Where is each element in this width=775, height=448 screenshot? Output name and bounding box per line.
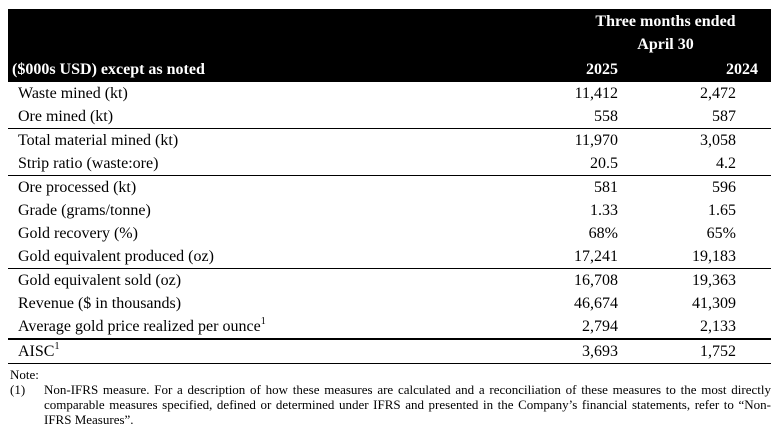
value-2024: 587 — [712, 108, 736, 125]
row-label-text: Revenue ($ in thousands) — [18, 295, 182, 312]
column-group-subtitle: April 30 — [637, 36, 694, 53]
note-title: Note: — [10, 367, 39, 382]
table-row — [8, 105, 771, 128]
value-2025: 11,412 — [574, 85, 618, 102]
value-2024: 596 — [712, 179, 736, 196]
value-2025: 1.33 — [590, 202, 618, 219]
table-row — [8, 315, 771, 338]
footnote-marker: 1 — [260, 316, 266, 327]
row-label-text: Gold equivalent sold (oz) — [18, 272, 182, 289]
value-2025: 2,794 — [582, 318, 618, 335]
value-2024: 65% — [706, 225, 736, 242]
value-2024: 41,309 — [692, 295, 736, 312]
value-2024: 4.2 — [716, 155, 736, 172]
table-row — [8, 199, 771, 222]
note-item — [8, 382, 771, 427]
row-label — [18, 245, 214, 268]
row-label — [18, 222, 138, 245]
value-2024: 3,058 — [700, 132, 736, 149]
table-row — [8, 152, 771, 175]
row-label-text: Gold recovery (%) — [18, 225, 138, 242]
row-label-text: Total material mined (kt) — [18, 132, 179, 149]
value-2024: 1,752 — [700, 343, 736, 360]
row-label-text: Waste mined (kt) — [18, 85, 128, 102]
row-label-text: Grade (grams/tonne) — [18, 202, 151, 219]
table-row — [8, 82, 771, 105]
row-label — [18, 340, 59, 363]
value-2025: 16,708 — [574, 272, 618, 289]
row-label — [18, 152, 158, 175]
value-2025: 17,241 — [574, 248, 618, 265]
row-label-text: Ore mined (kt) — [18, 108, 114, 125]
table-row — [8, 176, 771, 199]
row-label — [18, 176, 136, 199]
value-2025: 558 — [594, 108, 618, 125]
value-2025: 68% — [588, 225, 618, 242]
note-text: Non-IFRS measure. For a description of how these measures are calculated and a reconciliation of these measures to the most directly comparable measures specified, defined or determined under IFRS and presented in the Company’s financial statements, refer to “Non-IFRS Measures”. — [44, 382, 771, 427]
table-bottom-border — [8, 363, 771, 364]
row-label-text: Strip ratio (waste:ore) — [18, 155, 159, 172]
table-header — [8, 9, 771, 81]
table-row — [8, 292, 771, 315]
year-2024-header: 2024 — [726, 61, 758, 78]
value-2025: 46,674 — [574, 295, 618, 312]
row-label-text: Gold equivalent produced (oz) — [18, 248, 214, 265]
value-2024: 2,133 — [700, 318, 736, 335]
value-2024: 1.65 — [708, 202, 736, 219]
value-2025: 3,693 — [582, 343, 618, 360]
value-2025: 11,970 — [574, 132, 618, 149]
row-label — [18, 82, 128, 105]
row-label — [18, 129, 178, 152]
table-row — [8, 269, 771, 292]
footnote-marker: 1 — [54, 341, 60, 352]
row-label — [18, 292, 181, 315]
table-row — [8, 340, 771, 363]
row-label — [18, 105, 113, 128]
year-2025-header: 2025 — [586, 61, 618, 78]
value-2025: 20.5 — [590, 155, 618, 172]
value-2024: 19,363 — [692, 272, 736, 289]
value-2024: 2,472 — [700, 85, 736, 102]
row-label-text: Average gold price realized per ounce — [18, 318, 261, 335]
row-label-text: AISC — [18, 343, 55, 360]
table-row — [8, 129, 771, 152]
units-label: ($000s USD) except as noted — [12, 61, 205, 78]
value-2024: 19,183 — [692, 248, 736, 265]
note-number: (1) — [10, 382, 26, 397]
financial-table — [8, 9, 771, 427]
table-body — [8, 81, 771, 364]
table-row — [8, 222, 771, 245]
row-label — [18, 315, 266, 338]
row-label — [18, 199, 151, 222]
row-label-text: Ore processed (kt) — [18, 179, 137, 196]
footnotes — [8, 367, 771, 427]
column-group-title: Three months ended — [595, 13, 736, 30]
value-2025: 581 — [594, 179, 618, 196]
row-label — [18, 269, 181, 292]
table-row — [8, 245, 771, 268]
